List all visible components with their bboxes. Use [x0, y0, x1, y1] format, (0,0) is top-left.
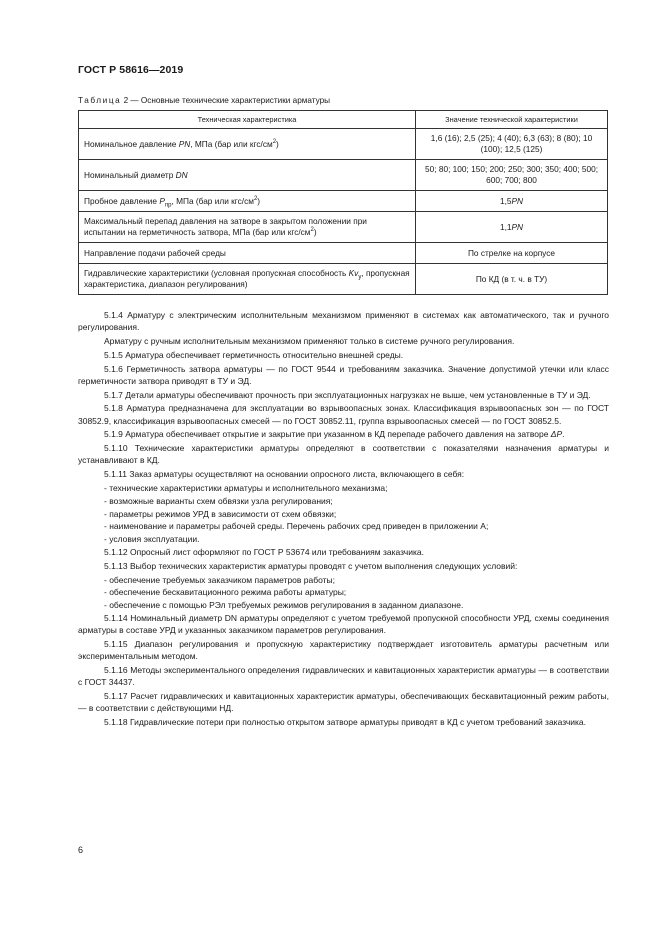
- paragraph-5-1-4-manual: Арматуру с ручным исполнительным механизмом применяют только в системе ручного регулирования.: [104, 336, 515, 346]
- paragraph-5-1-17: 5.1.17 Расчет гидравлических и кавитационных характеристик арматуры, обеспечивающих бескавитационный режим работы, — в соответствии с действующими НД.: [78, 690, 609, 714]
- paragraph-5-1-18: 5.1.18 Гидравлические потери при полностью открытом затворе арматуры приводят в КД с учетом требований заказчика.: [104, 716, 587, 727]
- table-caption-text: — Основные технические характеристики арматуры: [128, 96, 331, 105]
- table-header-characteristic: Техническая характеристика: [79, 111, 416, 129]
- list-item: - возможные варианты схем обвязки узла регулирования;: [104, 495, 333, 506]
- list-item: - условия эксплуатации.: [104, 534, 200, 545]
- table-row: [79, 160, 608, 191]
- paragraph-5-1-15: 5.1.15 Диапазон регулирования и пропускную характеристику подтверждает изготовитель арматуры расчетным или экспериментальным методом.: [78, 638, 609, 662]
- table-cell-characteristic: Пробное давление $P_{пр}$, МПа (бар или кгс/$см^2$): [79, 191, 416, 212]
- table-cell-value: 1,6 (16); 2,5 (25); 4 (40); 6,3 (63); 8 (80); 10 (100); 12,5 (125): [416, 129, 608, 160]
- paragraph-5-1-10: 5.1.10 Технические характеристики арматуры определяют в соответствии с показателями назначения арматуры и устанавливают в КД.: [78, 443, 609, 466]
- table-header-value: Значение технической характеристики: [416, 111, 608, 129]
- table-caption: [78, 96, 330, 105]
- table-cell-value: По стрелке на корпусе: [416, 243, 608, 264]
- table-cell-characteristic: Максимальный перепад давления на затворе в закрытом положении при испытании на герметичность затвора, МПа (бар или кгс/$см^2$): [79, 212, 416, 243]
- paragraph-5-1-12: 5.1.12 Опросный лист оформляют по ГОСТ Р 53674 или требованиям заказчика.: [104, 546, 424, 557]
- table-cell-characteristic: Номинальное давление PN, МПа (бар или кгс/$см^2$): [79, 129, 416, 160]
- paragraph-5-1-5: 5.1.5 Арматура обеспечивает герметичность относительно внешней среды.: [104, 349, 404, 360]
- paragraph-5-1-13: 5.1.13 Выбор технических характеристик арматуры проводят с учетом выполнения следующих условий:: [104, 560, 518, 571]
- table-caption-prefix: Таблица: [78, 96, 122, 105]
- list-item: - параметры режимов УРД в зависимости от схем обвязки;: [104, 508, 337, 519]
- document-standard-id: ГОСТ Р 58616—2019: [78, 64, 184, 76]
- table-cell-characteristic: Номинальный диаметр DN: [79, 160, 416, 191]
- list-item: - обеспечение требуемых заказчиком параметров работы;: [104, 574, 336, 585]
- table-row: [79, 264, 608, 295]
- table-row: [79, 212, 608, 243]
- table-cell-characteristic: Направление подачи рабочей среды: [79, 243, 416, 264]
- list-item: - технические характеристики арматуры и исполнительного механизма;: [104, 482, 388, 493]
- table-cell-value: По КД (в т. ч. в ТУ): [416, 264, 608, 295]
- table-row: [79, 191, 608, 212]
- table-cell-value: 50; 80; 100; 150; 200; 250; 300; 350; 400; 500; 600; 700; 800: [416, 160, 608, 191]
- paragraph-5-1-8: 5.1.8 Арматура предназначена для эксплуатации во взрывоопасных зонах. Классификация взрывоопасных зон — по ГОСТ 30852.9, классификация взрывоопасных смесей — по ГОСТ 30852.11, группа взрывоопасных смесей — по ГОСТ 30852.5.: [78, 403, 609, 426]
- page-number: 6: [78, 845, 84, 855]
- paragraph-5-1-11: 5.1.11 Заказ арматуры осуществляют на основании опросного листа, включающего в себя:: [104, 469, 465, 480]
- list-item: - наименование и параметры рабочей среды. Перечень рабочих сред приведен в приложении А;: [104, 521, 489, 532]
- paragraph-5-1-4: 5.1.4 Арматуру с электрическим исполнительным механизмом применяют в системах как автоматического, так и ручного регулирования.: [78, 310, 609, 333]
- table-caption-number: 2: [123, 96, 129, 105]
- table-cell-value: 1,5PN: [416, 191, 608, 212]
- table-cell-characteristic: Гидравлические характеристики (условная пропускная способность $Kv_y$, пропускная характеристика, диапазон регулирования): [79, 264, 416, 295]
- characteristics-table: [78, 110, 608, 295]
- paragraph-5-1-16: 5.1.16 Методы экспериментального определения гидравлических и кавитационных характеристик арматуры — в соответствии с ГОСТ 34437.: [78, 664, 609, 688]
- paragraph-5-1-9: 5.1.9 Арматура обеспечивает открытие и закрытие при указанном в КД перепаде рабочего давления на затворе ΔP.: [104, 429, 565, 440]
- paragraph-5-1-6: 5.1.6 Герметичность затвора арматуры — по ГОСТ 9544 и требованиям заказчика. Значение допустимой утечки или класс герметичности затвора приводят в ТУ и ЭД.: [78, 363, 609, 386]
- table-header-row: [79, 111, 608, 129]
- list-item: - обеспечение бескавитационного режима работы арматуры;: [104, 587, 347, 598]
- table-row: [79, 243, 608, 264]
- paragraph-5-1-14: 5.1.14 Номинальный диаметр DN арматуры определяют с учетом требуемой пропускной способности УРД, схемы соединения арматуры в составе УРД и указанных заказчиком параметров регулирования.: [78, 612, 609, 636]
- list-item: - обеспечение с помощью РЭл требуемых режимов регулирования в заданном диапазоне.: [104, 600, 464, 611]
- paragraph-5-1-7: 5.1.7 Детали арматуры обеспечивают прочность при эксплуатационных нагрузках не выше, чем установленные в ТУ и ЭД.: [104, 389, 591, 400]
- document-body: [78, 309, 609, 730]
- table-row: [79, 129, 608, 160]
- table-cell-value: 1,1PN: [416, 212, 608, 243]
